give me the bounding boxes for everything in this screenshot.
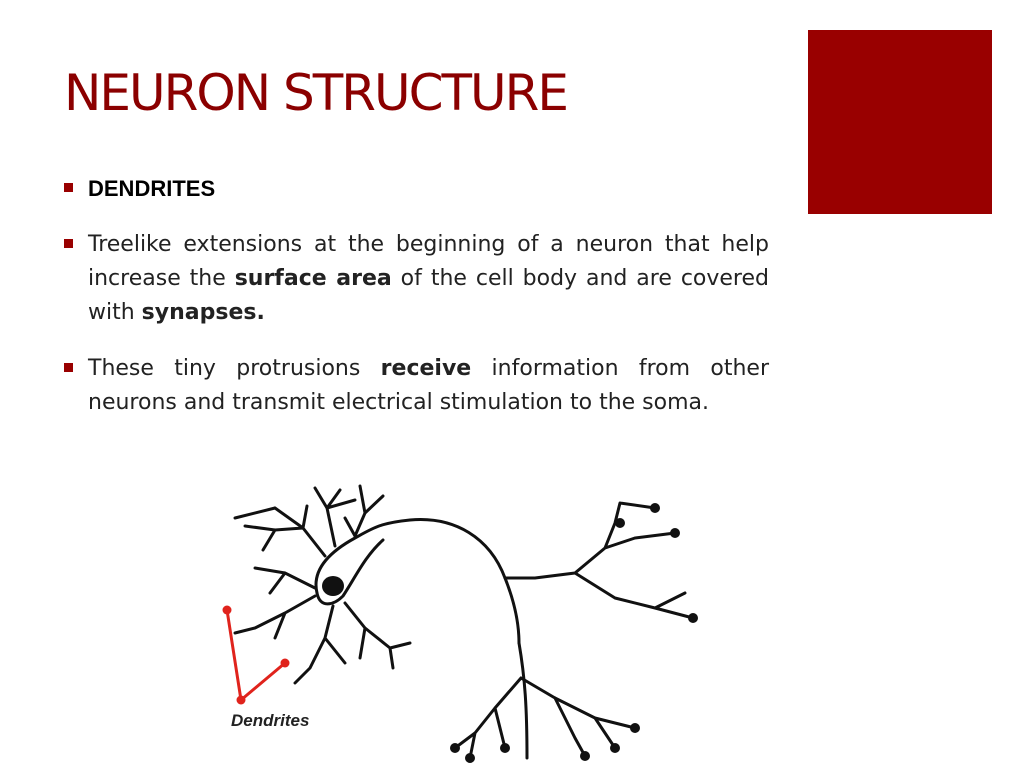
bullet-list: [64, 172, 769, 420]
terminal-dots: [450, 503, 698, 763]
bullet-heading: [64, 172, 769, 206]
bullet-item: [64, 352, 769, 420]
terminal-dot: [465, 753, 475, 763]
axon-terminal-branch: [455, 678, 635, 758]
terminal-dot: [610, 743, 620, 753]
bullet-text: Treelike extensions at the beginning of a neuron that help increase the: [88, 232, 769, 291]
bullet-text: information from other neurons and transmit electrical stimulation to the soma.: [88, 356, 770, 415]
neuron-illustration: [215, 478, 705, 763]
terminal-dot: [500, 743, 510, 753]
dendrite-branch: [235, 568, 315, 638]
terminal-dot: [615, 518, 625, 528]
bullet-emphasis: surface area: [234, 266, 392, 291]
terminal-dot: [688, 613, 698, 623]
pointer-dot: [223, 606, 232, 615]
bullet-text: of the cell body and are covered with: [88, 266, 769, 325]
terminal-dot: [650, 503, 660, 513]
bullet-text: These tiny protrusions: [88, 356, 381, 381]
terminal-dot: [580, 751, 590, 761]
label-pointer-line: [227, 610, 285, 700]
bullet-marker-icon: [64, 239, 73, 248]
nucleus: [322, 576, 344, 596]
label-pointer: [227, 610, 285, 700]
dendrite-branch: [345, 486, 383, 536]
bullet-item: [64, 228, 769, 330]
axon-terminal-branch: [505, 503, 693, 618]
terminal-dot: [450, 743, 460, 753]
terminal-dot: [670, 528, 680, 538]
bullet-emphasis: receive: [380, 356, 472, 381]
cell-body-outline: [316, 520, 519, 643]
bullet-emphasis: synapses.: [141, 300, 265, 325]
terminal-dot: [630, 723, 640, 733]
bullet-marker-icon: [64, 363, 73, 372]
accent-block: [808, 30, 992, 214]
bullet-marker-icon: [64, 183, 73, 192]
pointer-dot: [237, 696, 246, 705]
dendrite-branch: [345, 603, 410, 668]
bullet-heading-text: DENDRITES: [88, 176, 216, 201]
dendrite-branch: [315, 488, 355, 546]
pointer-dot: [281, 659, 290, 668]
slide-title: NEURON STRUCTURE: [64, 64, 567, 122]
dendrite-branch: [235, 506, 325, 556]
dendrite-branch: [295, 606, 345, 683]
axon: [519, 643, 527, 758]
figure-label: Dendrites: [231, 711, 310, 730]
